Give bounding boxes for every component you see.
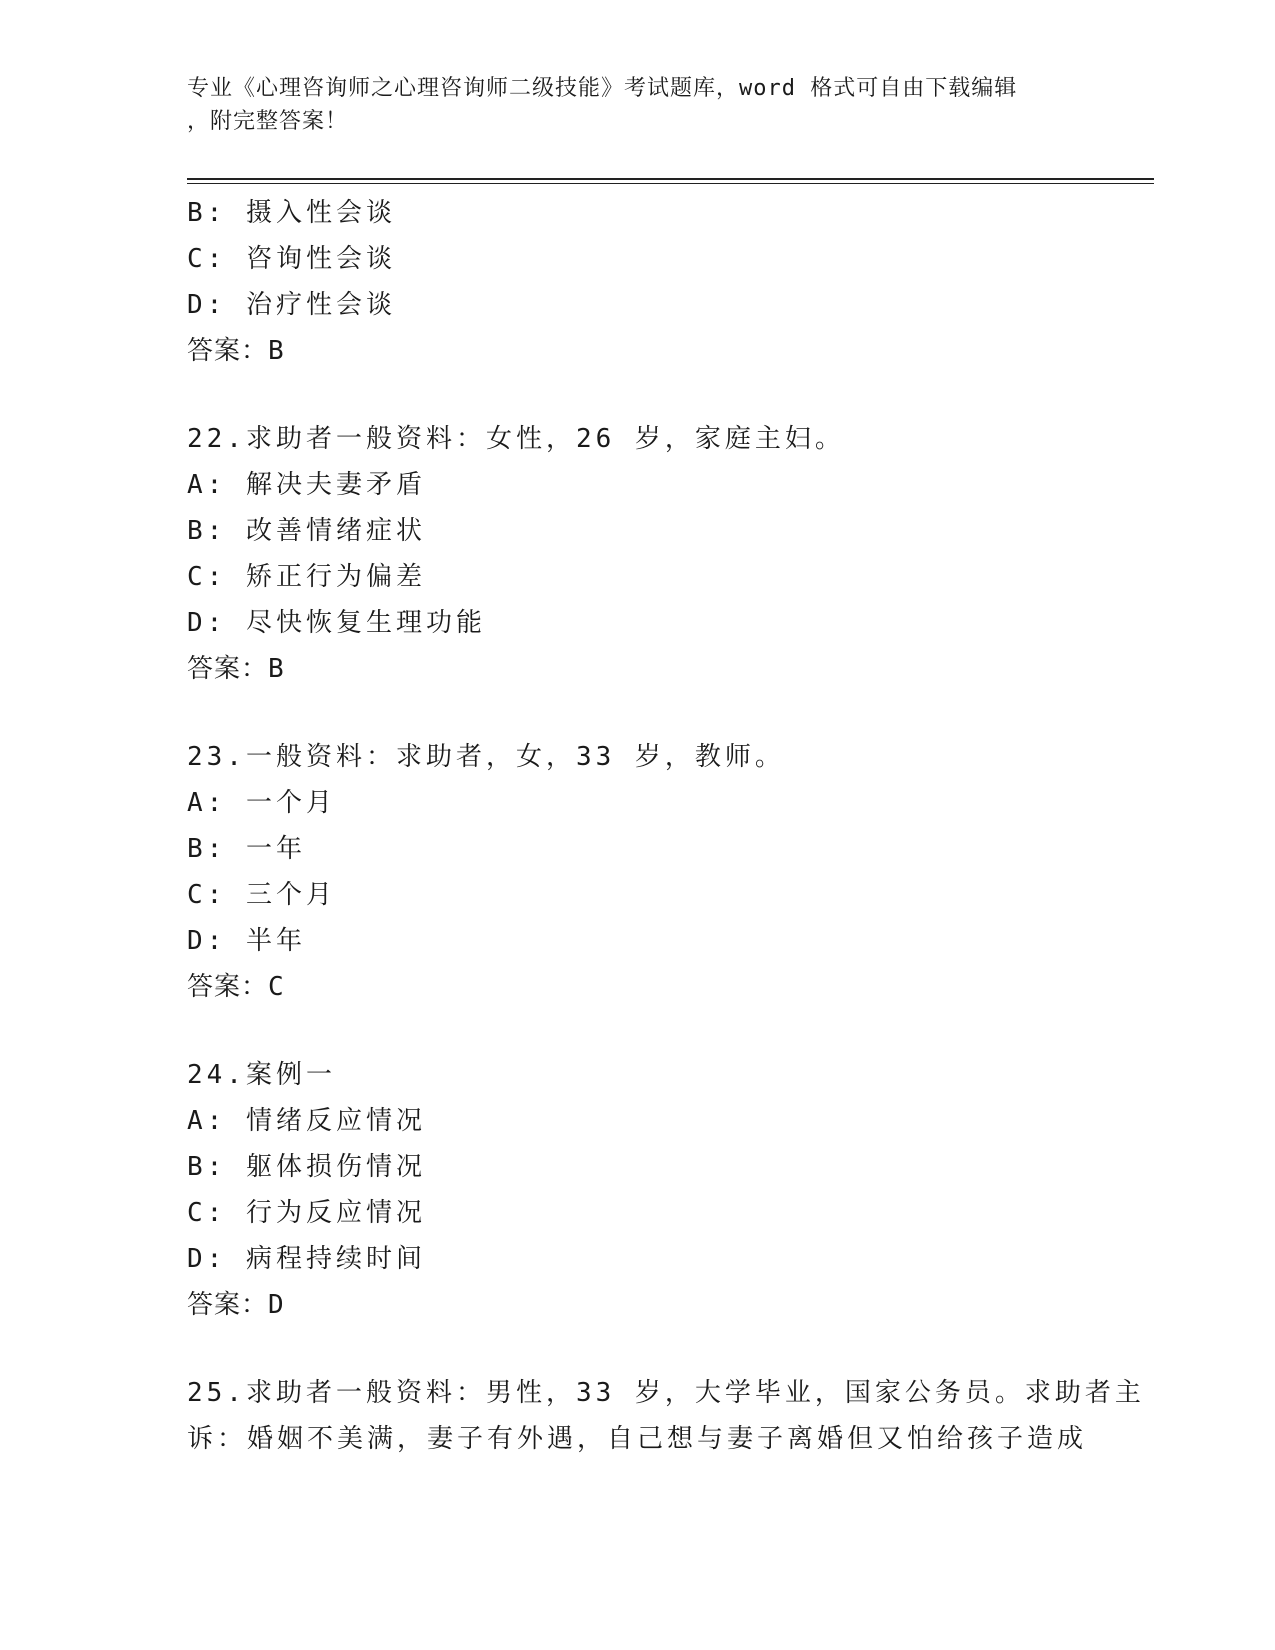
question-23 (187, 734, 1087, 1010)
option-a: A: 解决夫妻矛盾 (187, 470, 426, 500)
header-title-line-1: 专业《心理咨询师之心理咨询师二级技能》考试题库，word 格式可自由下载编辑 (187, 76, 1018, 101)
option-d: D: 病程持续时间 (187, 1244, 426, 1274)
option-d: D: 尽快恢复生理功能 (187, 608, 486, 638)
document-header (187, 72, 1087, 138)
question-21-continued (187, 190, 1087, 374)
question-list (187, 190, 1145, 1462)
question-24 (187, 1052, 1087, 1328)
question-stem-line-2: 诉：婚姻不美满，妻子有外遇，自己想与妻子离婚但又怕给孩子造成 (187, 1424, 1088, 1454)
option-b: B: 摄入性会谈 (187, 198, 396, 228)
header-title-line-2: ，附完整答案！ (187, 109, 349, 134)
option-a: A: 情绪反应情况 (187, 1106, 426, 1136)
question-stem: 24.案例一 (187, 1060, 336, 1090)
question-stem: 23.一般资料：求助者，女，33 岁，教师。 (187, 742, 785, 772)
option-c: C: 三个月 (187, 880, 336, 910)
question-stem-line-1: 25.求助者一般资料：男性，33 岁，大学毕业，国家公务员。求助者主 (187, 1378, 1145, 1408)
answer: 答案：C (187, 972, 285, 1002)
question-22 (187, 416, 1087, 692)
answer: 答案：B (187, 654, 285, 684)
question-stem: 22.求助者一般资料：女性，26 岁，家庭主妇。 (187, 424, 845, 454)
option-c: C: 矫正行为偏差 (187, 562, 426, 592)
option-c: C: 行为反应情况 (187, 1198, 426, 1228)
option-a: A: 一个月 (187, 788, 336, 818)
option-b: B: 一年 (187, 834, 306, 864)
option-d: D: 治疗性会谈 (187, 290, 396, 320)
answer: 答案：B (187, 336, 285, 366)
option-d: D: 半年 (187, 926, 306, 956)
option-b: B: 躯体损伤情况 (187, 1152, 426, 1182)
header-divider-thick (187, 178, 1154, 180)
header-divider-thin (187, 183, 1154, 184)
question-25 (187, 1370, 1145, 1462)
option-b: B: 改善情绪症状 (187, 516, 426, 546)
answer: 答案：D (187, 1290, 285, 1320)
option-c: C: 咨询性会谈 (187, 244, 396, 274)
